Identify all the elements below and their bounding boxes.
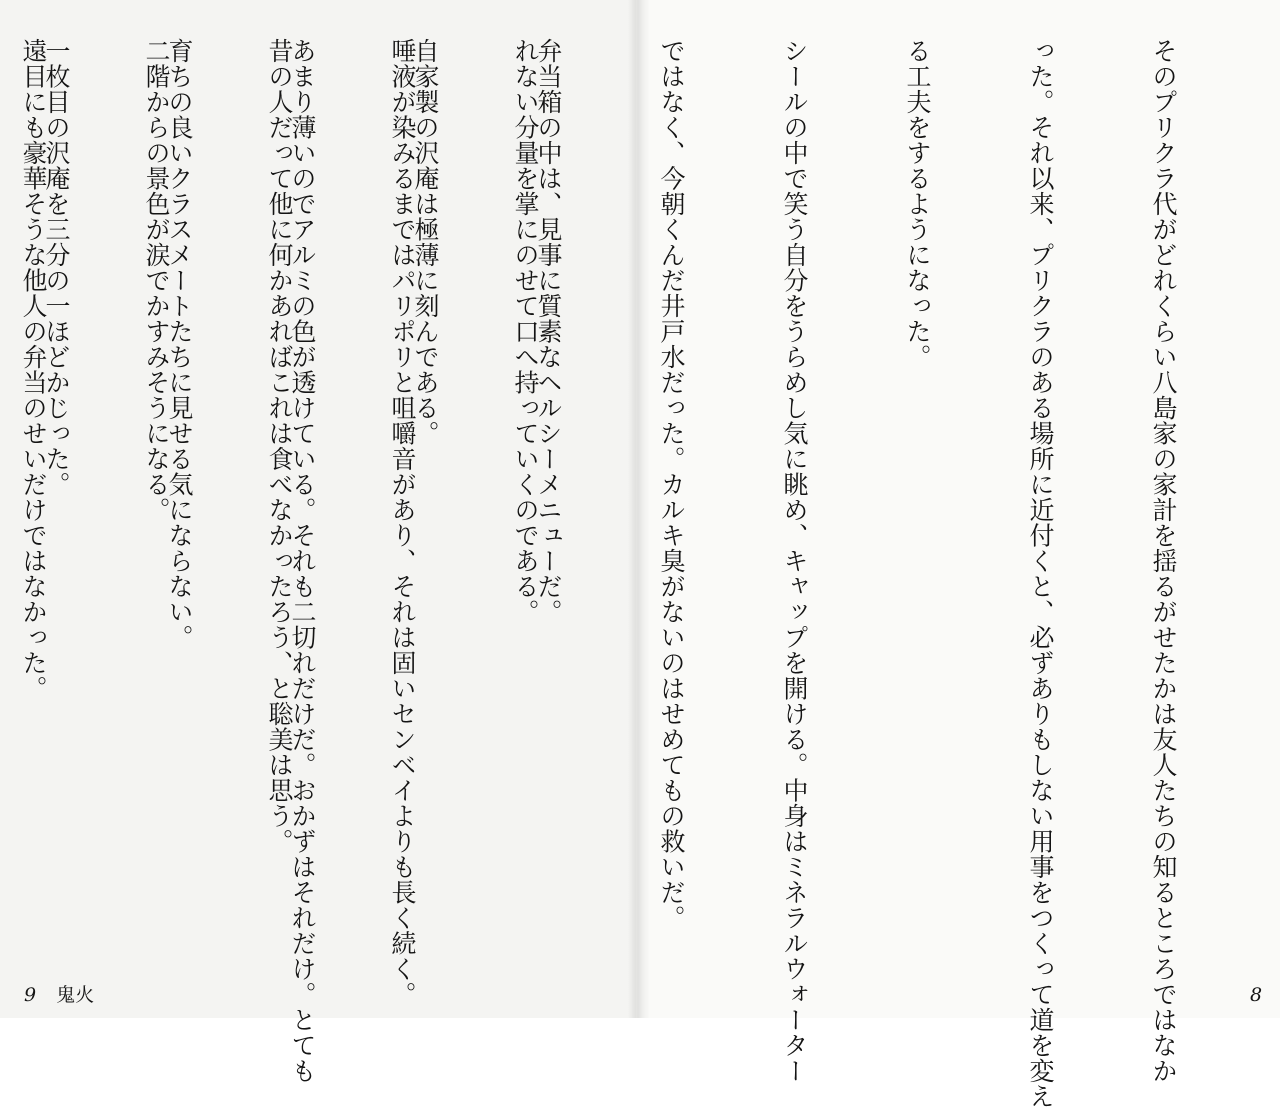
- page-number: 8: [1250, 984, 1263, 1006]
- text-line: った。それ以来、プリクラのある場所に近付くと、必ずありもしない用事をつくって道を変え: [1026, 38, 1055, 1109]
- page-number: 9: [24, 984, 37, 1006]
- text-line: 昔の人だって他に何かあればこれは食べなかったろう、と聡美は思う。: [265, 38, 294, 854]
- book-gutter: [628, 0, 650, 1018]
- running-title: 鬼火: [56, 984, 95, 1006]
- text-line: れない分量を掌にのせて口へ持っていくのである。: [511, 38, 540, 625]
- text-line: 一枚目の沢庵を三分の一ほどかじった。: [42, 38, 71, 497]
- text-line: 育ちの良いクラスメートたちに見せる気にならない。: [165, 38, 194, 650]
- left-page-footer: [24, 984, 94, 1006]
- text-line: る工夫をするようになった。: [903, 38, 932, 370]
- text-line: 唾液が染みるまではパリポリと咀嚼音があり、それは固いセンベイよりも長く続く。: [388, 38, 417, 1007]
- text-line: 二階からの景色が涙でかすみそうになる。: [142, 38, 171, 523]
- text-line: シールの中で笑う自分をうらめし気に眺め、キャップを開ける。中身はミネラルウォーター: [780, 38, 809, 1084]
- text-line: 自家製の沢庵は極薄に刻んである。: [411, 38, 440, 446]
- text-line: 弁当箱の中は、見事に質素なヘルシーメニューだ。: [534, 38, 563, 625]
- text-line: 遠目にも豪華そうな他人の弁当のせいだけではなかった。: [19, 38, 48, 701]
- text-line: そのプリクラ代がどれくらい八島家の家計を揺るがせたかは友人たちの知るところではなか: [1149, 38, 1178, 1084]
- text-line: ではなく、今朝くんだ井戸水だった。カルキ臭がないのはせめてもの救いだ。: [657, 38, 686, 931]
- text-line: あまり薄いのでアルミの色が透けている。それも二切れだけだ。おかずはそれだけ。とても: [288, 38, 317, 1084]
